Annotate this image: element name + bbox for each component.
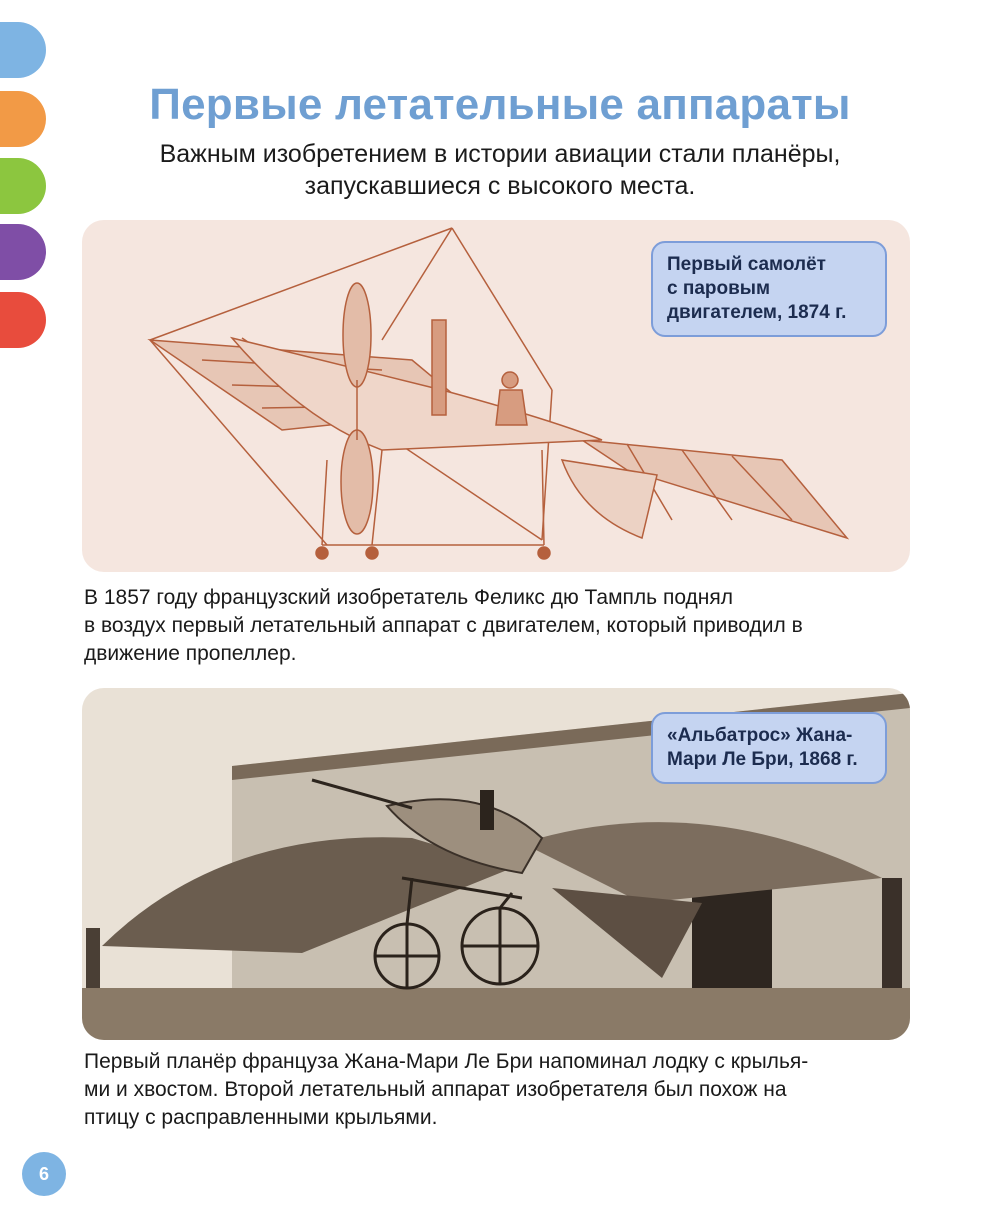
pilot [480, 790, 494, 830]
caption-line: в воздух первый летательный аппарат с двигателем, который приводил в [84, 614, 803, 637]
subtitle-line: Важным изобретением в истории авиации стали планёры, [159, 140, 841, 168]
ground [82, 988, 910, 1040]
bystander-left [86, 928, 100, 988]
chapter-tab-red[interactable] [0, 292, 46, 348]
steam-plane-caption [84, 584, 803, 668]
subtitle-line: запускавшиеся с высокого места. [304, 172, 696, 200]
page-number: 6 [22, 1152, 66, 1196]
steam-plane-callout [651, 241, 887, 337]
callout-line: с паровым [667, 278, 771, 299]
callout-line: Мари Ле Бри, 1868 г. [667, 749, 858, 770]
chapter-tab-blue[interactable] [0, 22, 46, 78]
steam-plane-illustration [82, 220, 910, 572]
caption-line: В 1857 году французский изобретатель Феликс дю Тампль поднял [84, 586, 734, 609]
albatross-photo [82, 688, 910, 1040]
chapter-tab-purple[interactable] [0, 224, 46, 280]
callout-line: «Альбатрос» Жана- [667, 725, 853, 746]
caption-line: движение пропеллер. [84, 642, 297, 665]
callout-line: двигателем, 1874 г. [667, 302, 847, 323]
caption-line: ми и хвостом. Второй летательный аппарат изобретателя был похож на [84, 1078, 787, 1101]
page-subtitle [100, 138, 900, 202]
albatross-caption [84, 1048, 808, 1132]
caption-line: Первый планёр француза Жана-Мари Ле Бри напоминал лодку с крылья- [84, 1050, 809, 1073]
albatross-callout [651, 712, 887, 784]
chapter-tabs [0, 0, 50, 360]
caption-line: птицу с расправленными крыльями. [84, 1106, 438, 1129]
bystander-right [882, 878, 902, 988]
chapter-tab-green[interactable] [0, 158, 46, 214]
callout-line: Первый самолёт [667, 254, 826, 275]
page-title: Первые летательные аппараты [149, 80, 851, 129]
